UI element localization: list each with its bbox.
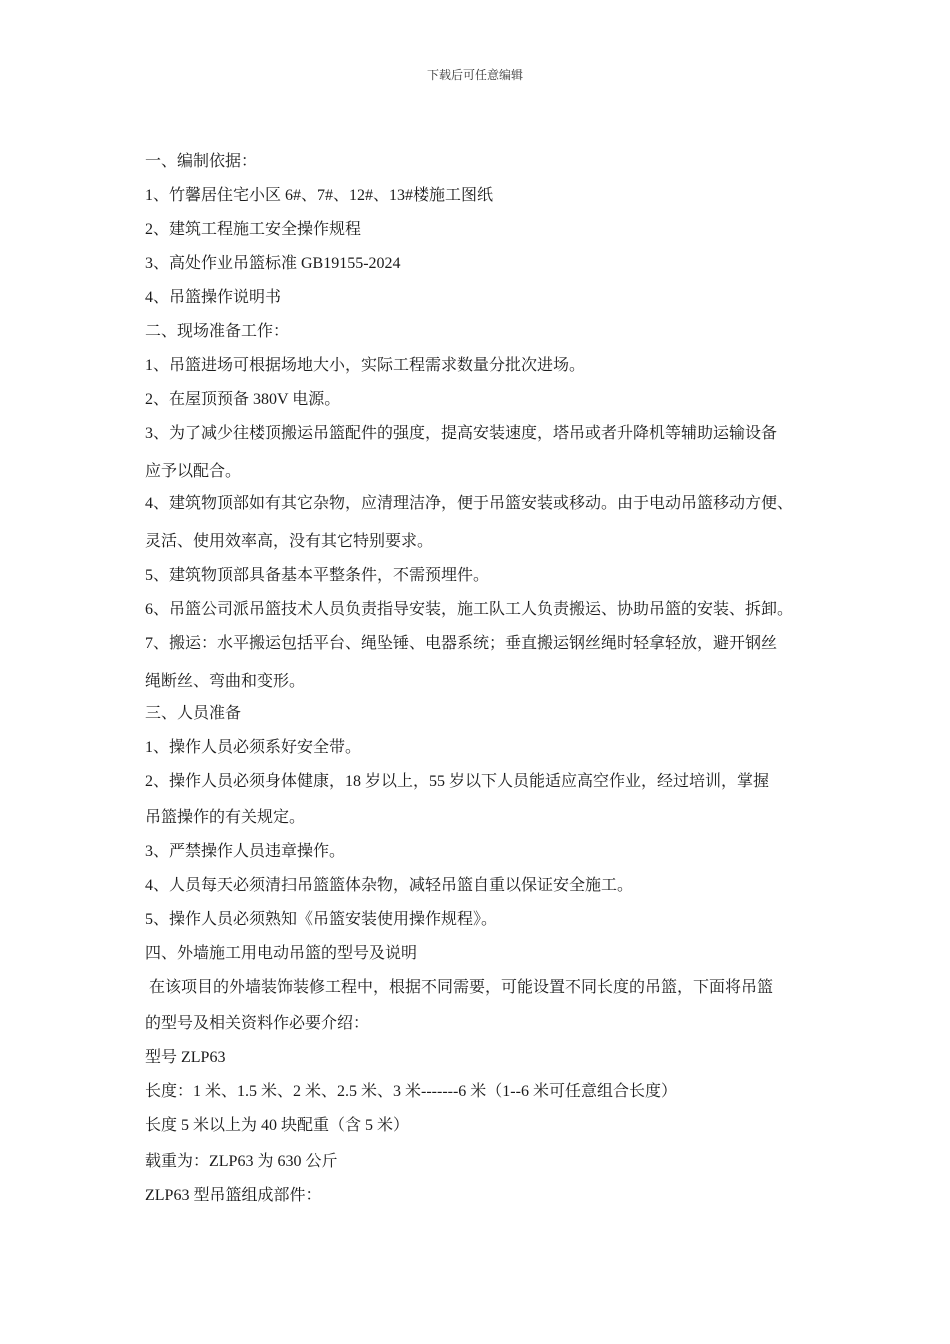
text-line: 1、操作人员必须系好安全带。 [145,739,362,756]
text-line: 应予以配合。 [145,463,242,480]
text-line: 2、在屋顶预备 380V 电源。 [145,391,341,408]
section-heading: 三、人员准备 [145,705,242,722]
text-line: 灵活、使用效率高，没有其它特别要求。 [145,533,434,550]
text-line: 2、建筑工程施工安全操作规程 [145,221,362,238]
text-line: 7、搬运：水平搬运包括平台、绳坠锤、电器系统；垂直搬运钢丝绳时轻拿轻放，避开钢丝 [145,635,778,652]
text-line: 6、吊篮公司派吊篮技术人员负责指导安装，施工队工人负责搬运、协助吊篮的安装、拆卸。 [145,601,794,618]
text-line: 长度 5 米以上为 40 块配重（含 5 米） [145,1117,410,1134]
text-line: 3、高处作业吊篮标准 GB19155-2024 [145,255,401,272]
text-line: 绳断丝、弯曲和变形。 [145,673,306,690]
text-line: 吊篮操作的有关规定。 [145,809,306,826]
text-line: 的型号及相关资料作必要介绍： [145,1015,370,1032]
text-line: 3、为了减少往楼顶搬运吊篮配件的强度，提高安装速度，塔吊或者升降机等辅助运输设备 [145,425,778,442]
text-line: 型号 ZLP63 [145,1049,226,1066]
text-line: 4、吊篮操作说明书 [145,289,282,306]
text-line: 2、操作人员必须身体健康，18 岁以上，55 岁以下人员能适应高空作业，经过培训，掌握 [145,773,770,790]
text-line: ZLP63 型吊篮组成部件： [145,1187,322,1204]
text-line: 5、操作人员必须熟知《吊篮安装使用操作规程》。 [145,911,498,928]
text-line: 3、严禁操作人员违章操作。 [145,843,346,860]
section-heading: 一、编制依据： [145,153,258,170]
section-heading: 二、现场准备工作： [145,323,290,340]
page-header: 下载后可任意编辑 [426,68,523,82]
text-line: 长度：1 米、1.5 米、2 米、2.5 米、3 米-------6 米（1--6 米可任意组合长度） [145,1083,677,1100]
text-line: 1、吊篮进场可根据场地大小，实际工程需求数量分批次进场。 [145,357,586,374]
text-line: 5、建筑物顶部具备基本平整条件，不需预埋件。 [145,567,490,584]
text-line: 在该项目的外墙装饰装修工程中，根据不同需要，可能设置不同长度的吊篮，下面将吊篮 [145,979,774,996]
text-line: 4、人员每天必须清扫吊篮篮体杂物，减轻吊篮自重以保证安全施工。 [145,877,634,894]
text-line: 载重为：ZLP63 为 630 公斤 [145,1153,338,1170]
section-heading: 四、外墙施工用电动吊篮的型号及说明 [145,945,418,962]
text-line: 1、竹馨居住宅小区 6#、7#、12#、13#楼施工图纸 [145,187,494,204]
text-line: 4、建筑物顶部如有其它杂物，应清理洁净，便于吊篮安装或移动。由于电动吊篮移动方便、 [145,495,794,512]
